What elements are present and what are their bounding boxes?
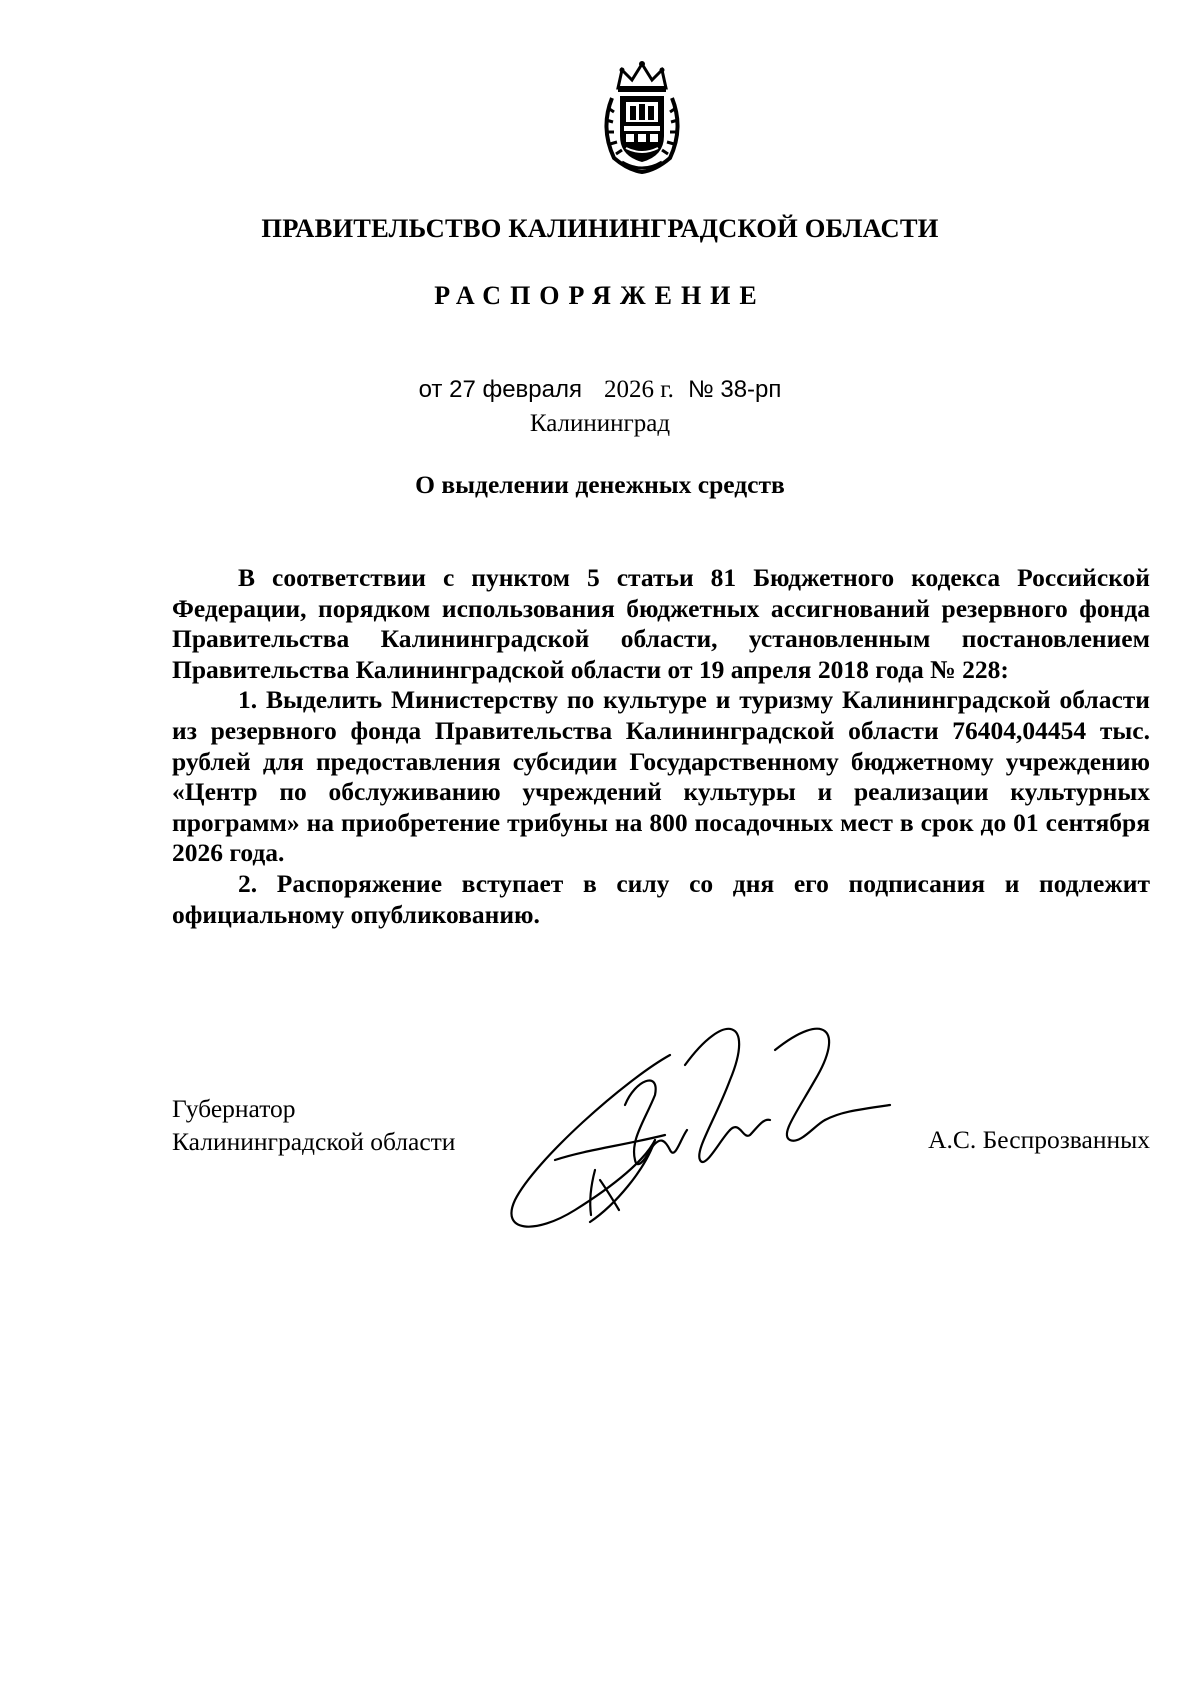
signatory-position <box>172 1092 455 1158</box>
signatory-name: А.С. Беспрозванных <box>928 1125 1150 1154</box>
document-type: РАСПОРЯЖЕНИЕ <box>434 281 766 310</box>
signatory-position-line2: Калининградской области <box>172 1127 456 1156</box>
document-year: 2026 г. <box>604 376 674 403</box>
paragraph-item-2: 2. Распоряжение вступает в силу со дня его подписания и подлежит официальному опубликованию. <box>172 868 1150 929</box>
coat-of-arms-emblem <box>596 58 688 174</box>
paragraph-item-1: 1. Выделить Министерству по культуре и туризму Калининградской области из резервного фонда Правительства Калининградской области 76404,04454 тыс. рублей для предоставления субсидии Государственному бюджетному учреждению «Центр по обслуживанию учреждений культуры и реализации культурных программ» на приобретение трибуны на 800 посадочных мест в срок до 01 сентября 2026 года. <box>172 685 1150 868</box>
document-subject: О выделении денежных средств <box>415 470 785 499</box>
signatory-position-line1: Губернатор <box>172 1094 296 1123</box>
coat-of-arms-icon <box>596 58 688 174</box>
organization-title: ПРАВИТЕЛЬСТВО КАЛИНИНГРАДСКОЙ ОБЛАСТИ <box>261 213 939 243</box>
document-date: от 27 февраля <box>418 376 582 403</box>
signature-icon <box>495 1010 915 1240</box>
document-body <box>172 563 1150 930</box>
document-date-line <box>0 376 1200 404</box>
document-number: № 38-рп <box>687 376 782 403</box>
document-city: Калининград <box>529 410 671 437</box>
handwritten-signature <box>495 1010 915 1240</box>
paragraph-preamble: В соответствии с пунктом 5 статьи 81 Бюджетного кодекса Российской Федерации, порядком использования бюджетных ассигнований резервного фонда Правительства Калининградской области, установленным постановлением Правительства Калининградской области от 19 апреля 2018 года № 228: <box>172 563 1150 684</box>
